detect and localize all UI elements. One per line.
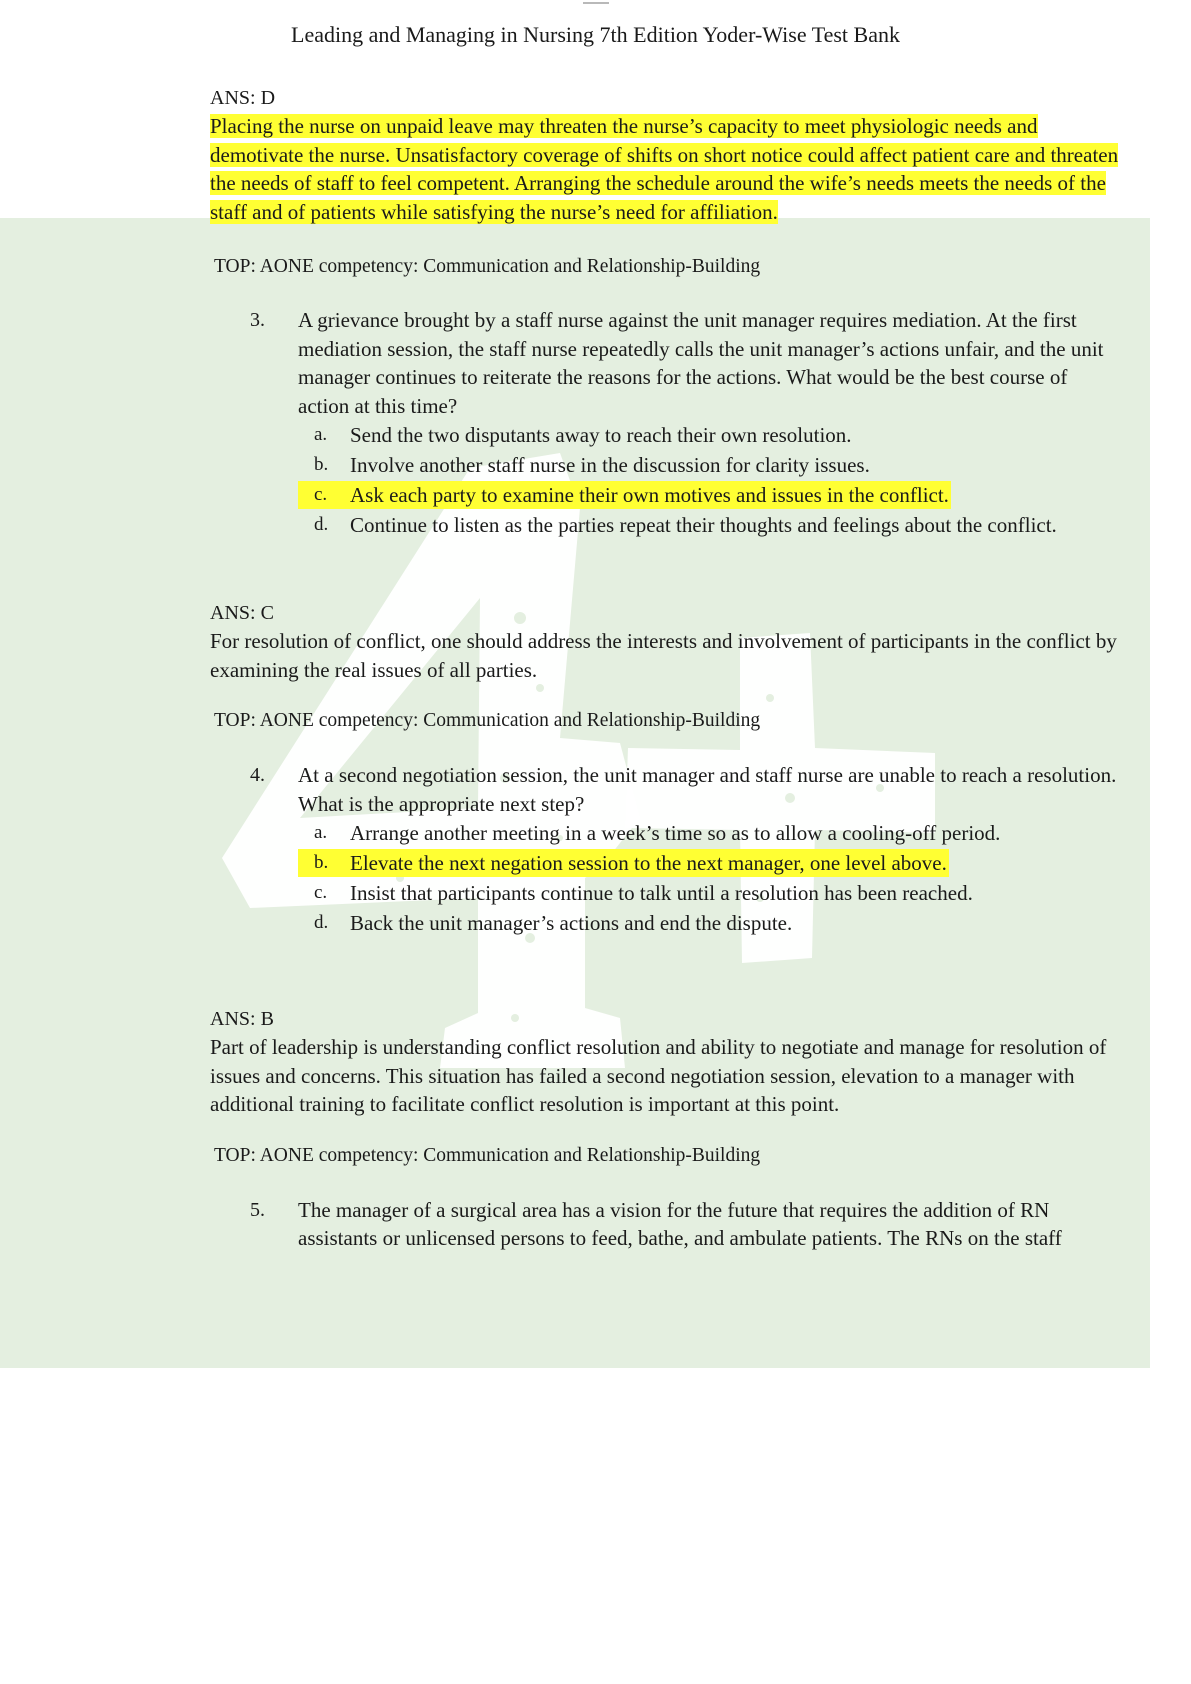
answer-rationale: Part of leadership is understanding conflict resolution and ability to negotiate and manage for resolution of issues and concerns. This situation has failed a second negotiation session, elevation to a manager with additional training to facilitate conflict resolution is important at this point. [210,1035,1107,1116]
option-c [298,879,1118,907]
answer-label: ANS: D [210,87,276,109]
question-5 [250,1196,1118,1253]
option-text: Back the unit manager’s actions and end the dispute. [350,911,793,935]
option-letter: d. [314,912,329,933]
topic-label: TOP: AONE competency: Communication and Relationship-Building [214,710,761,731]
question-stem: At a second negotiation session, the unit manager and staff nurse are unable to reach a resolution. What is the appropriate next step? [298,763,1117,816]
option-text: Elevate the next negation session to the next manager, one level above. [350,851,947,875]
document-body [210,84,1130,1253]
option-a [298,819,1118,847]
option-b [298,451,1118,479]
option-text: Arrange another meeting in a week’s time so as to allow a cooling-off period. [350,821,1001,845]
option-b-highlighted [298,849,949,877]
highlighted-rationale-text: Placing the nurse on unpaid leave may threaten the nurse’s capacity to meet physiologic needs and demotivate the nurse. Unsatisfactory coverage of shifts on short notice could affect patient care and threaten the needs of staff to feel competent. Arranging the schedule around the wife’s needs meets the needs of the staff and of patients while satisfying the nurse’s need for affiliation. [210,114,1119,224]
question-number: 4. [250,764,265,786]
answer-rationale: For resolution of conflict, one should address the interests and involvement of participants in the conflict by examining the real issues of all parties. [210,629,1117,682]
topic-label: TOP: AONE competency: Communication and Relationship-Building [214,256,761,277]
question-stem: The manager of a surgical area has a vision for the future that requires the addition of RN assistants or unlicensed persons to feed, bathe, and ambulate patients. The RNs on the staff [298,1197,1062,1250]
question-number: 3. [250,309,265,331]
option-list [298,819,1118,937]
option-list [298,421,1118,539]
option-letter: b. [314,454,329,475]
option-text: Insist that participants continue to talk until a resolution has been reached. [350,881,973,905]
option-letter: a. [314,424,328,445]
answer-label: ANS: C [210,602,274,624]
option-c-highlighted [298,481,951,509]
option-a [298,421,1118,449]
option-text: Involve another staff nurse in the discussion for clarity issues. [350,453,870,477]
option-text: Ask each party to examine their own motives and issues in the conflict. [350,483,949,507]
question-number: 5. [250,1198,265,1221]
answer-label: ANS: B [210,1008,274,1030]
option-d [298,511,1118,539]
top-scan-mark [583,2,609,4]
question-4 [250,761,1118,937]
option-letter: c. [314,484,328,505]
topic-label: TOP: AONE competency: Communication and Relationship-Building [214,1144,761,1166]
option-text: Send the two disputants away to reach their own resolution. [350,423,852,447]
page-header: Leading and Managing in Nursing 7th Edition Yoder-Wise Test Bank [291,22,900,47]
option-letter: a. [314,822,328,843]
answer-rationale [210,112,1130,226]
option-text: Continue to listen as the parties repeat their thoughts and feelings about the conflict. [350,513,1057,537]
question-stem: A grievance brought by a staff nurse against the unit manager requires mediation. At the first mediation session, the staff nurse repeatedly calls the unit manager’s actions unfair, and the unit manager continues to reiterate the reasons for the actions. What would be the best course of action at this time? [298,308,1104,418]
option-letter: c. [314,882,328,903]
question-3 [250,306,1118,539]
option-letter: d. [314,514,329,535]
option-letter: b. [314,852,329,873]
option-d [298,909,1118,937]
